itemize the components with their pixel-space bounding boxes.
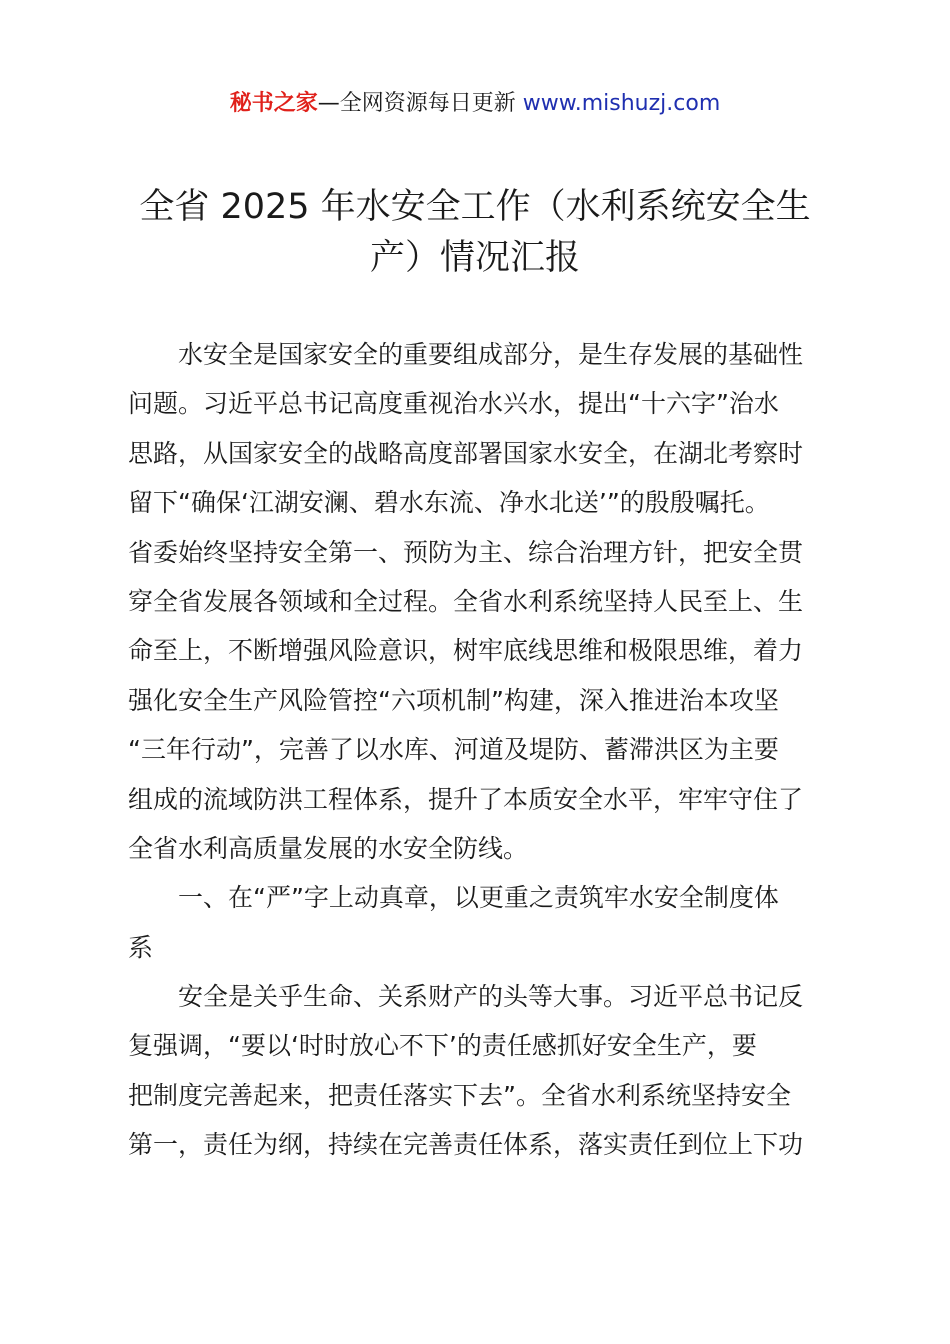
paragraph-line: 命至上，不断增强风险意识，树牢底线思维和极限思维，着力 — [128, 636, 804, 666]
site-brand: 秘书之家 — [229, 91, 318, 116]
paragraph-line: 穿全省发展各领域和全过程。全省水利系统坚持人民至上、生 — [128, 586, 804, 616]
site-header — [0, 88, 950, 120]
paragraph-line: 省委始终坚持安全第一、预防为主、综合治理方针，把安全贯 — [128, 537, 804, 567]
paragraph-line: 思路，从国家安全的战略高度部署国家水安全，在湖北考察时 — [128, 438, 804, 468]
paragraph-line: 安全是关乎生命、关系财产的头等大事。习近平总书记反 — [178, 982, 804, 1012]
paragraph-line: 组成的流域防洪工程体系，提升了本质安全水平，牢牢守住了 — [128, 784, 804, 814]
site-url-link[interactable]: www.mishuzj.com — [522, 91, 721, 116]
site-tagline: —全网资源每日更新 — [317, 91, 523, 116]
paragraph-line: 留下“确保‘江湖安澜、碧水东流、净水北送’”的殷殷嘱托。 — [128, 488, 770, 518]
document-title — [100, 182, 850, 284]
paragraph-line: 复强调，“要以‘时时放心不下’的责任感抓好安全生产，要 — [128, 1031, 757, 1061]
paragraph-line: “三年行动”，完善了以水库、河道及堤防、蓄滞洪区为主要 — [128, 735, 779, 765]
paragraph-line: 第一，责任为纲，持续在完善责任体系，落实责任到位上下功 — [128, 1130, 804, 1160]
paragraph-line: 问题。习近平总书记高度重视治水兴水，提出“十六字”治水 — [128, 389, 779, 419]
paragraph-line: 强化安全生产风险管控“六项机制”构建，深入推进治本攻坚 — [128, 685, 779, 715]
paragraph-line: 全省水利高质量发展的水安全防线。 — [128, 833, 529, 863]
title-line: 产）情况汇报 — [369, 238, 580, 278]
title-line: 全省 2025 年水安全工作（水利系统安全生 — [139, 187, 811, 227]
paragraph-line: 水安全是国家安全的重要组成部分，是生存发展的基础性 — [178, 340, 804, 369]
paragraph-line: 把制度完善起来，把责任落实下去”。全省水利系统坚持安全 — [128, 1080, 791, 1110]
document-body — [128, 330, 848, 1170]
section-heading-line: 一、在“严”字上动真章，以更重之责筑牢水安全制度体 — [178, 883, 779, 913]
section-heading-line: 系 — [128, 932, 154, 962]
